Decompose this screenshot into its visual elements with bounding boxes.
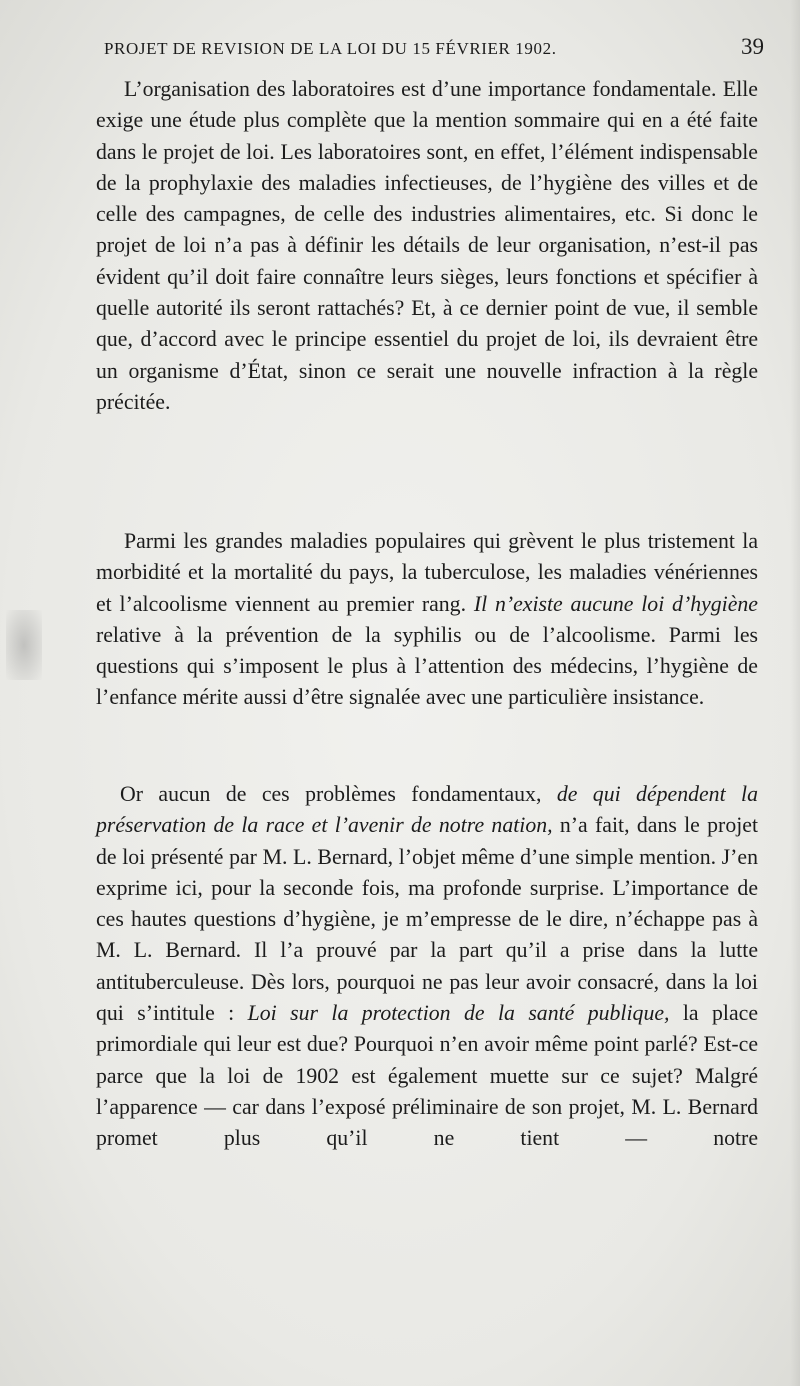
scan-mark bbox=[6, 610, 42, 680]
page-header bbox=[104, 34, 764, 74]
page-number: 39 bbox=[741, 34, 764, 59]
page-edge-shadow bbox=[790, 0, 800, 1386]
text-run: Or aucun de ces problèmes fondamentaux, bbox=[120, 782, 557, 806]
paragraph-text: L’organisation des laboratoires est d’une importance fondamentale. Elle exige une étude plus complète que la mention sommaire qui en a été faite dans le projet de loi. Les laboratoires sont, en effet, l’élément indispensable de la prophylaxie des maladies infectieuses, de l’hygiène des villes et de celle des campagnes, de celle des industries alimentaires, etc. Si donc le projet de loi n’a pas à définir les détails de leur organisation, n’est-il pas évident qu’il doit faire connaître leurs sièges, leurs fonctions et spécifier à quelle autorité ils seront rattachés? Et, à ce dernier point de vue, il semble que, d’accord avec le principe essentiel du projet de loi, ils devraient être un organisme d’État, sinon ce serait une nouvelle infraction à la règle précitée. bbox=[96, 77, 758, 414]
paragraph-text bbox=[96, 779, 758, 1155]
text-run: Parmi les grandes maladies populaires qui grèvent le plus tristement la morbidité et la mortalité du pays, la tuberculose, les maladies vénériennes et l’alcoolisme viennent au premier rang. bbox=[96, 529, 758, 616]
italic-text-run: Il n’existe aucune loi d’hygiène bbox=[473, 591, 758, 616]
text-run: n’a fait, dans le projet de loi présenté par M. L. Bernard, l’objet même d’une simple mention. J’en exprime ici, pour la seconde fois, ma profonde surprise. L’importance de ces hautes questions d’hygiène, je m’empresse de le dire, n’échappe pas à M. L. Bernard. Il l’a prouvé par la part qu’il a prise dans la lutte antituberculeuse. Dès lors, pourquoi ne pas leur avoir consacré, dans la loi qui s’intitule : bbox=[96, 813, 759, 1026]
paragraph-laboratories bbox=[96, 74, 758, 418]
text-run: la place primordiale qui leur est due? Pourquoi n’en avoir même point parlé? Est-ce parce que la loi de 1902 est également muette sur ce sujet? Malgré l’apparence — car dans l’exposé préliminaire de son projet, M. L. Bernard promet plus qu’il ne tient — notre bbox=[96, 1001, 758, 1151]
text-run: relative à la prévention de la syphilis ou de l’alcoolisme. Parmi les questions qui s’imposent le plus à l’attention des médecins, l’hygiène de l’enfance mérite aussi d’être signalée avec une particulière insistance. bbox=[96, 622, 758, 710]
running-title: PROJET DE REVISION DE LA LOI DU 15 FÉVRIER 1902. bbox=[104, 39, 557, 58]
italic-text-run: de qui dépendent la préservation de la race et l’avenir de notre nation, bbox=[96, 782, 758, 838]
paragraph-popular-diseases bbox=[96, 526, 758, 714]
paragraph-fundamental-problems bbox=[96, 779, 758, 1155]
italic-text-run: Loi sur la protection de la santé publique, bbox=[247, 1001, 670, 1026]
paragraph-text bbox=[96, 526, 758, 714]
